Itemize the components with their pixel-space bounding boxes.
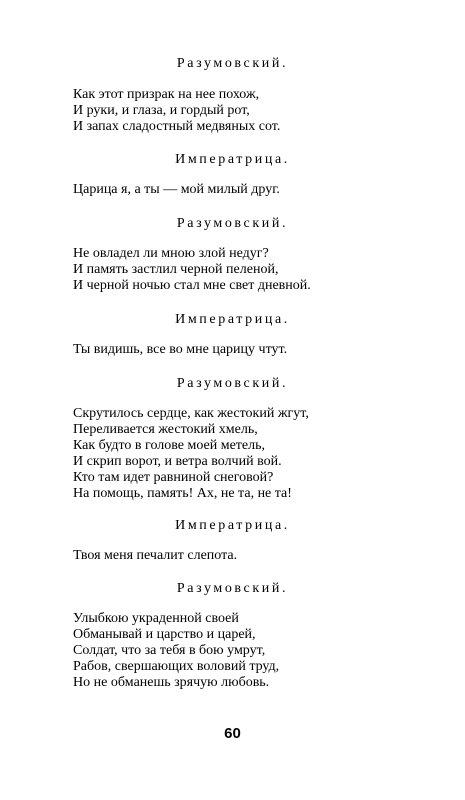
verse-line: Как будто в голове моей метель,: [73, 438, 265, 453]
verse-line: Обманывай и царство и царей,: [73, 627, 256, 642]
verse-line: Царица я, а ты — мой милый друг.: [73, 182, 280, 197]
verse-line: Не овладел ли мною злой недуг?: [73, 246, 269, 261]
page-number: 60: [224, 725, 241, 742]
speech-block: [73, 342, 287, 358]
verse-line: Солдат, что за тебя в бою умрут,: [73, 643, 266, 658]
verse-line: Но не обманешь зрячую любовь.: [73, 675, 270, 690]
verse-line: И память застлил черной пеленой,: [73, 262, 279, 277]
speaker-name: Императрица.: [175, 518, 290, 533]
speaker-name: Разумовский.: [176, 216, 289, 231]
speaker-name: Императрица.: [175, 312, 290, 327]
speech-block: [73, 611, 279, 691]
verse-line: И руки, и глаза, и гордый рот,: [73, 103, 250, 118]
verse-line: На помощь, память! Ах, не та, не та!: [73, 486, 292, 501]
speech-block: [73, 548, 237, 564]
speaker-name: Разумовский.: [176, 56, 289, 71]
speech-block: [73, 87, 280, 135]
verse-line: Скрутилось сердце, как жестокий жгут,: [73, 406, 309, 421]
verse-line: Ты видишь, все во мне царицу чтут.: [73, 342, 288, 357]
speaker-name: Разумовский.: [176, 581, 289, 596]
verse-line: Кто там идет равниной снеговой?: [73, 470, 274, 485]
speech-block: [73, 246, 311, 294]
verse-line: Рабов, свершающих воловий труд,: [73, 659, 280, 674]
verse-line: И скрип ворот, и ветра волчий вой.: [73, 454, 282, 469]
speech-block: [73, 182, 280, 198]
verse-line: Переливается жестокий хмель,: [73, 422, 258, 437]
verse-line: И запах сладостный медвяных сот.: [73, 119, 281, 134]
verse-line: Твоя меня печалит слепота.: [73, 548, 238, 563]
verse-line: И черной ночью стал мне свет дневной.: [73, 278, 311, 293]
speech-block: [73, 406, 309, 502]
speaker-name: Императрица.: [175, 152, 290, 167]
verse-line: Улыбкою украденной своей: [73, 611, 239, 626]
speaker-name: Разумовский.: [176, 376, 289, 391]
verse-line: Как этот призрак на нее похож,: [73, 87, 260, 102]
